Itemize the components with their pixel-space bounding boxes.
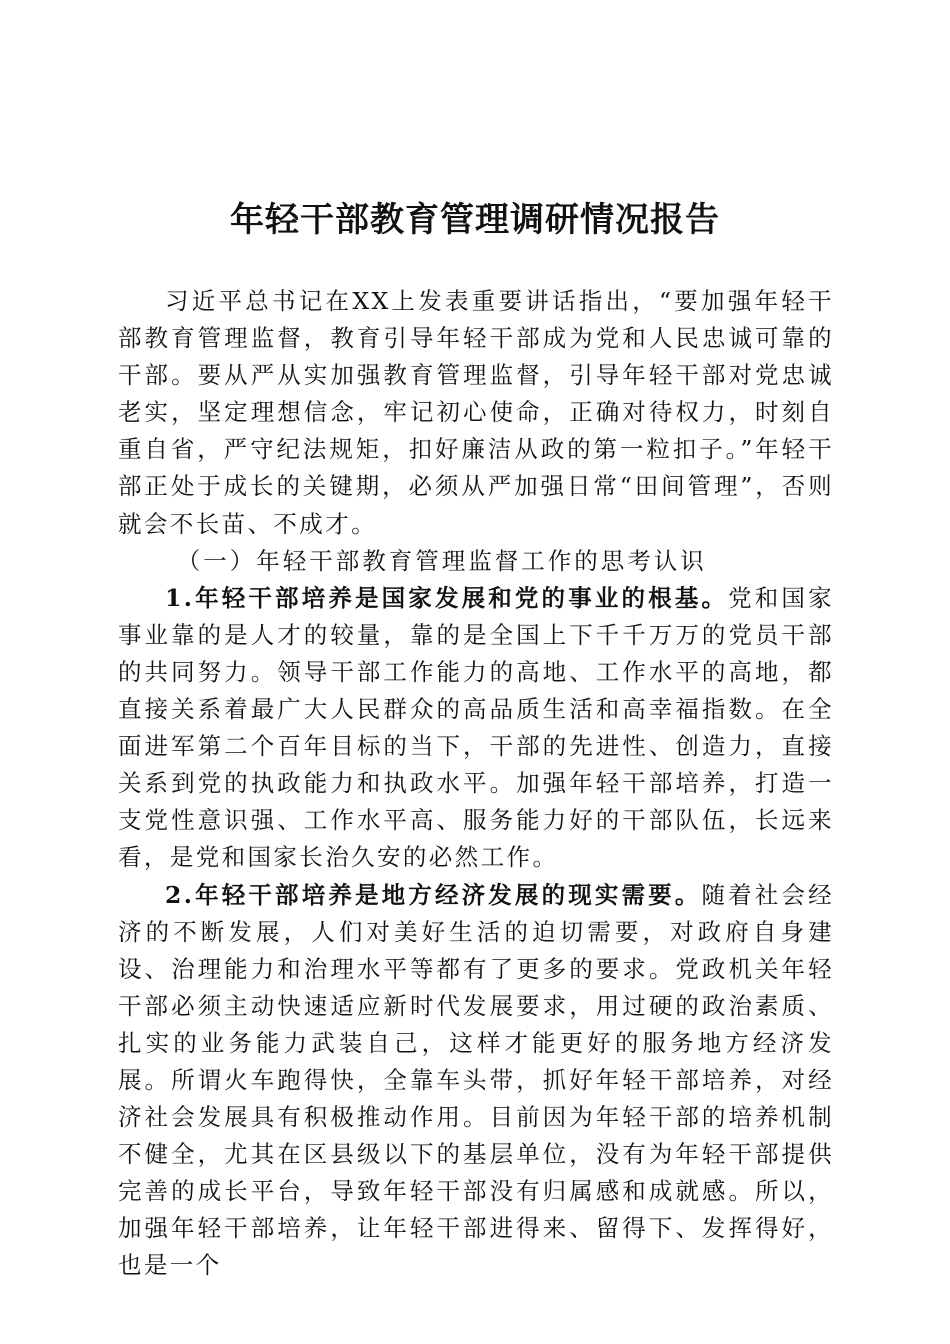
document-body bbox=[118, 283, 834, 1285]
point-2-paragraph bbox=[118, 877, 834, 1285]
document-title: 年轻干部教育管理调研情况报告 bbox=[230, 200, 720, 240]
point-1-text: 党和国家事业靠的是人才的较量，靠的是全国上下千千万万的党员干部的共同努力。领导干部工作能力的高地、工作水平的高地，都直接关系着最广大人民群众的高品质生活和高幸福指数。在全面进军第二个百年目标的当下，干部的先进性、创造力，直接关系到党的执政能力和执政水平。加强年轻干部培养，打造一支党性意识强、工作水平高、服务能力好的干部队伍，长远来看，是党和国家长治久安的必然工作。 bbox=[118, 583, 834, 872]
section-heading: （一）年轻干部教育管理监督工作的思考认识 bbox=[176, 546, 707, 575]
point-1-paragraph bbox=[118, 580, 834, 877]
point-2-lead: 2.年轻干部培养是地方经济发展的现实需要。 bbox=[165, 880, 702, 909]
intro-paragraph bbox=[118, 283, 834, 543]
intro-paragraph-text: 习近平总书记在XX上发表重要讲话指出，“要加强年轻干部教育管理监督，教育引导年轻干部成为党和人民忠诚可靠的干部。要从严从实加强教育管理监督，引导年轻干部对党忠诚老实，坚定理想信念，牢记初心使命，正确对待权力，时刻自重自省，严守纪法规矩，扣好廉洁从政的第一粒扣子。”年轻干部正处于成长的关键期，必须从严加强日常“田间管理”，否则就会不长苗、不成才。 bbox=[118, 287, 834, 538]
point-2-text: 随着社会经济的不断发展，人们对美好生活的迫切需要，对政府自身建设、治理能力和治理水平等都有了更多的要求。党政机关年轻干部必须主动快速适应新时代发展要求，用过硬的政治素质、扎实的业务能力武装自己，这样才能更好的服务地方经济发展。所谓火车跑得快，全靠车头带，抓好年轻干部培养，对经济社会发展具有积极推动作用。目前因为年轻干部的培养机制不健全，尤其在区县级以下的基层单位，没有为年轻干部提供完善的成长平台，导致年轻干部没有归属感和成就感。所以，加强年轻干部培养，让年轻干部进得来、留得下、发挥得好，也是一个 bbox=[118, 880, 834, 1280]
point-1-lead: 1.年轻干部培养是国家发展和党的事业的根基。 bbox=[165, 583, 729, 612]
